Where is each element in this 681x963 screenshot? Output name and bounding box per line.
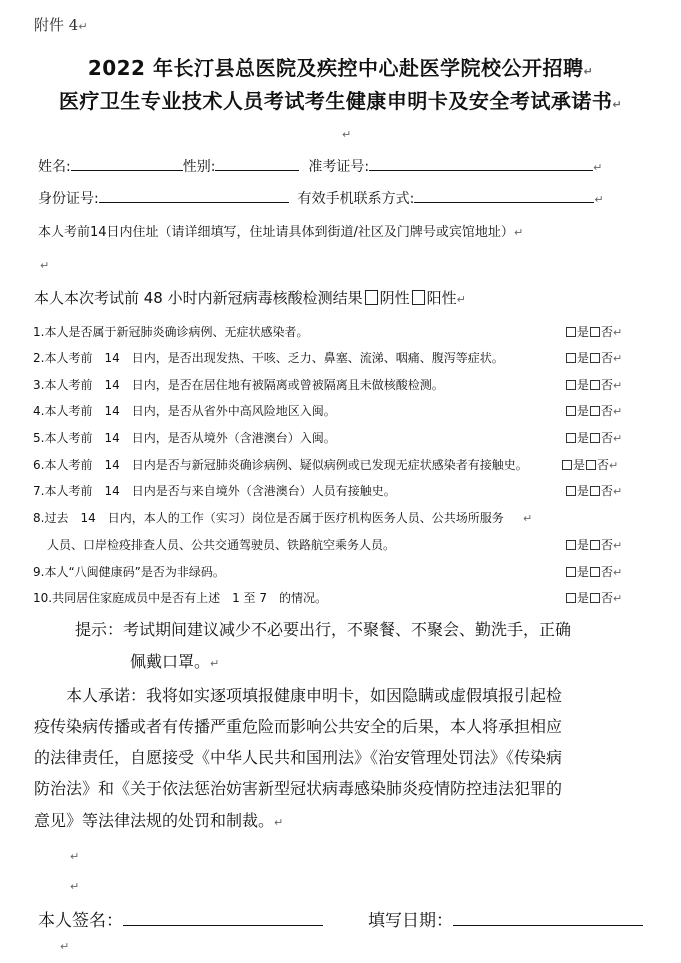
question-row bbox=[33, 508, 653, 528]
question-row bbox=[33, 562, 653, 582]
paragraph-mark-icon: ↵ bbox=[613, 566, 623, 579]
paragraph-mark-icon: ↵ bbox=[613, 592, 623, 605]
no-checkbox[interactable] bbox=[590, 593, 600, 603]
negative-checkbox[interactable] bbox=[365, 290, 378, 305]
promise-line: 本人承诺：我将如实逐项填报健康申明卡，如因隐瞒或虚假填报引起检 bbox=[66, 686, 563, 705]
question-row-continuation bbox=[33, 535, 653, 555]
question-row bbox=[33, 455, 653, 475]
no-label: 否 bbox=[601, 431, 614, 445]
question-text: 6.本人考前 14 日内是否与新冠肺炎确诊病例、疑似病例或已发现无症状感染者有接触史。 bbox=[33, 458, 528, 472]
date-label: 填写日期： bbox=[368, 911, 453, 931]
paragraph-mark-icon: ↵ bbox=[594, 193, 604, 206]
gender-field[interactable] bbox=[215, 157, 299, 171]
question-row bbox=[33, 428, 653, 448]
promise-line: 的法律责任，自愿接受《中华人民共和国刑法》《治安管理处罚法》《传染病 bbox=[34, 748, 563, 767]
no-label: 否 bbox=[601, 351, 614, 365]
no-checkbox[interactable] bbox=[590, 540, 600, 550]
no-checkbox[interactable] bbox=[590, 327, 600, 337]
paragraph-mark-icon: ↵ bbox=[456, 293, 466, 306]
test-result-row bbox=[34, 287, 466, 308]
question-text: 3.本人考前 14 日内，是否在居住地有被隔离或曾被隔离且未做核酸检测。 bbox=[33, 378, 444, 392]
yes-no-options bbox=[565, 322, 622, 343]
question-row bbox=[33, 401, 653, 421]
yes-checkbox[interactable] bbox=[566, 567, 576, 577]
question-row bbox=[33, 481, 653, 501]
yes-no-options bbox=[561, 455, 618, 476]
yes-label: 是 bbox=[577, 538, 590, 552]
no-checkbox[interactable] bbox=[586, 460, 596, 470]
paragraph-mark-icon: ↵ bbox=[609, 459, 619, 472]
no-checkbox[interactable] bbox=[590, 433, 600, 443]
paragraph-mark-icon: ↵ bbox=[210, 657, 220, 670]
yes-no-options bbox=[565, 588, 622, 609]
yes-no-options bbox=[565, 535, 622, 556]
yes-label: 是 bbox=[577, 351, 590, 365]
question-text: 8.过去 14 日内，本人的工作（实习）岗位是否属于医疗机构医务人员、公共场所服务 bbox=[33, 511, 504, 525]
gender-label: 性别: bbox=[182, 159, 216, 175]
promise-line: 防治法》和《关于依法惩治妨害新型冠状病毒感染肺炎疫情防控违法犯罪的 bbox=[34, 779, 563, 798]
no-checkbox[interactable] bbox=[590, 380, 600, 390]
question-text: 5.本人考前 14 日内，是否从境外（含港澳台）入闽。 bbox=[33, 431, 336, 445]
no-checkbox[interactable] bbox=[590, 567, 600, 577]
paragraph-mark-icon: ↵ bbox=[613, 432, 623, 445]
yes-label: 是 bbox=[577, 565, 590, 579]
document-title-line1: 2022 年长汀县总医院及疾控中心赴医学院校公开招聘↵ bbox=[87, 56, 594, 80]
yes-no-options bbox=[565, 562, 622, 583]
paragraph-mark-icon: ↵ bbox=[78, 20, 88, 33]
date-field[interactable] bbox=[453, 908, 643, 926]
paragraph-mark-icon: ↵ bbox=[613, 485, 623, 498]
phone-label: 有效手机联系方式: bbox=[297, 191, 415, 207]
address-label: 本人考前14日内住址（请详细填写，住址请具体到街道/社区及门牌号或宾馆地址）↵ bbox=[38, 225, 524, 240]
no-checkbox[interactable] bbox=[590, 406, 600, 416]
no-label: 否 bbox=[601, 484, 614, 498]
question-row bbox=[33, 375, 653, 395]
yes-checkbox[interactable] bbox=[566, 486, 576, 496]
paragraph-mark-icon: ↵ bbox=[274, 816, 284, 829]
paragraph-mark-icon: ↵ bbox=[342, 128, 352, 141]
document-title-line2: 医疗卫生专业技术人员考试考生健康申明卡及安全考试承诺书↵ bbox=[58, 89, 623, 113]
yes-label: 是 bbox=[577, 378, 590, 392]
yes-label: 是 bbox=[577, 591, 590, 605]
tip-line-2: 佩戴口罩。↵ bbox=[130, 652, 220, 671]
no-label: 否 bbox=[601, 591, 614, 605]
yes-no-options bbox=[565, 428, 622, 449]
yes-no-options bbox=[565, 375, 622, 396]
yes-checkbox[interactable] bbox=[566, 433, 576, 443]
name-label: 姓名: bbox=[38, 159, 71, 175]
yes-no-options bbox=[565, 348, 622, 369]
yes-checkbox[interactable] bbox=[566, 353, 576, 363]
positive-checkbox[interactable] bbox=[412, 290, 425, 305]
paragraph-mark-icon: ↵ bbox=[613, 379, 623, 392]
promise-line: 疫传染病传播或者有传播严重危险而影响公共安全的后果，本人将承担相应 bbox=[34, 717, 563, 736]
question-text: 7.本人考前 14 日内是否与来自境外（含港澳台）人员有接触史。 bbox=[33, 484, 396, 498]
date-row bbox=[368, 906, 643, 931]
yes-label: 是 bbox=[577, 431, 590, 445]
question-text: 9.本人“八闽健康码”是否为非绿码。 bbox=[33, 565, 225, 579]
no-label: 否 bbox=[601, 378, 614, 392]
promise-line: 意见》等法律法规的处罚和制裁。↵ bbox=[34, 811, 284, 830]
no-checkbox[interactable] bbox=[590, 486, 600, 496]
no-label: 否 bbox=[601, 325, 614, 339]
paragraph-mark-icon: ↵ bbox=[593, 161, 603, 174]
question-row bbox=[33, 588, 653, 608]
address-field[interactable] bbox=[40, 254, 600, 272]
name-field[interactable] bbox=[71, 157, 183, 171]
phone-field[interactable] bbox=[414, 189, 594, 203]
annex-label: 附件 4↵ bbox=[34, 16, 88, 34]
paragraph-mark-icon: ↵ bbox=[523, 512, 533, 525]
yes-no-options bbox=[565, 481, 622, 502]
paragraph-mark-icon: ↵ bbox=[613, 352, 623, 365]
paragraph-mark-icon: ↵ bbox=[60, 940, 70, 953]
question-text: 2.本人考前 14 日内，是否出现发热、干咳、乏力、鼻塞、流涕、咽痛、腹泻等症状。 bbox=[33, 351, 504, 365]
no-label: 否 bbox=[601, 538, 614, 552]
yes-label: 是 bbox=[577, 404, 590, 418]
info-row-1 bbox=[38, 156, 602, 176]
no-label: 否 bbox=[597, 458, 610, 472]
paragraph-mark-icon: ↵ bbox=[40, 259, 50, 272]
no-label: 否 bbox=[601, 404, 614, 418]
ticket-field[interactable] bbox=[369, 157, 593, 171]
yes-checkbox[interactable] bbox=[566, 406, 576, 416]
paragraph-mark-icon: ↵ bbox=[613, 539, 623, 552]
yes-checkbox[interactable] bbox=[566, 593, 576, 603]
signature-label: 本人签名： bbox=[38, 911, 123, 931]
question-text: 1.本人是否属于新冠肺炎确诊病例、无症状感染者。 bbox=[33, 325, 309, 339]
yes-checkbox[interactable] bbox=[566, 327, 576, 337]
signature-row bbox=[38, 906, 323, 931]
question-row bbox=[33, 322, 653, 342]
yes-checkbox[interactable] bbox=[566, 540, 576, 550]
yes-label: 是 bbox=[577, 325, 590, 339]
id-field[interactable] bbox=[99, 189, 289, 203]
id-label: 身份证号: bbox=[38, 191, 99, 207]
question-text: 人员、口岸检疫排查人员、公共交通驾驶员、铁路航空乘务人员。 bbox=[47, 538, 396, 552]
paragraph-mark-icon: ↵ bbox=[613, 405, 623, 418]
paragraph-mark-icon: ↵ bbox=[70, 850, 80, 863]
negative-label: 阴性 bbox=[379, 289, 410, 307]
info-row-2 bbox=[38, 188, 604, 208]
yes-no-options bbox=[565, 401, 622, 422]
tip-line-1: 提示：考试期间建议减少不必要出行，不聚餐、不聚会、勤洗手，正确 bbox=[75, 620, 572, 639]
yes-checkbox[interactable] bbox=[562, 460, 572, 470]
question-text: 10.共同居住家庭成员中是否有上述 1 至 7 的情况。 bbox=[33, 591, 327, 605]
yes-label: 是 bbox=[573, 458, 586, 472]
paragraph-mark-icon: ↵ bbox=[70, 880, 80, 893]
ticket-label: 准考证号: bbox=[308, 159, 370, 175]
test-result-label: 本人本次考试前 48 小时内新冠病毒核酸检测结果 bbox=[34, 289, 363, 307]
yes-label: 是 bbox=[577, 484, 590, 498]
signature-field[interactable] bbox=[123, 908, 323, 926]
positive-label: 阳性 bbox=[426, 289, 457, 307]
paragraph-mark-icon: ↵ bbox=[612, 98, 623, 111]
no-label: 否 bbox=[601, 565, 614, 579]
paragraph-mark-icon: ↵ bbox=[613, 326, 623, 339]
no-checkbox[interactable] bbox=[590, 353, 600, 363]
paragraph-mark-icon: ↵ bbox=[513, 226, 524, 239]
yes-checkbox[interactable] bbox=[566, 380, 576, 390]
question-row bbox=[33, 348, 653, 368]
question-text: 4.本人考前 14 日内，是否从省外中高风险地区入闽。 bbox=[33, 404, 336, 418]
paragraph-mark-icon: ↵ bbox=[583, 65, 594, 78]
